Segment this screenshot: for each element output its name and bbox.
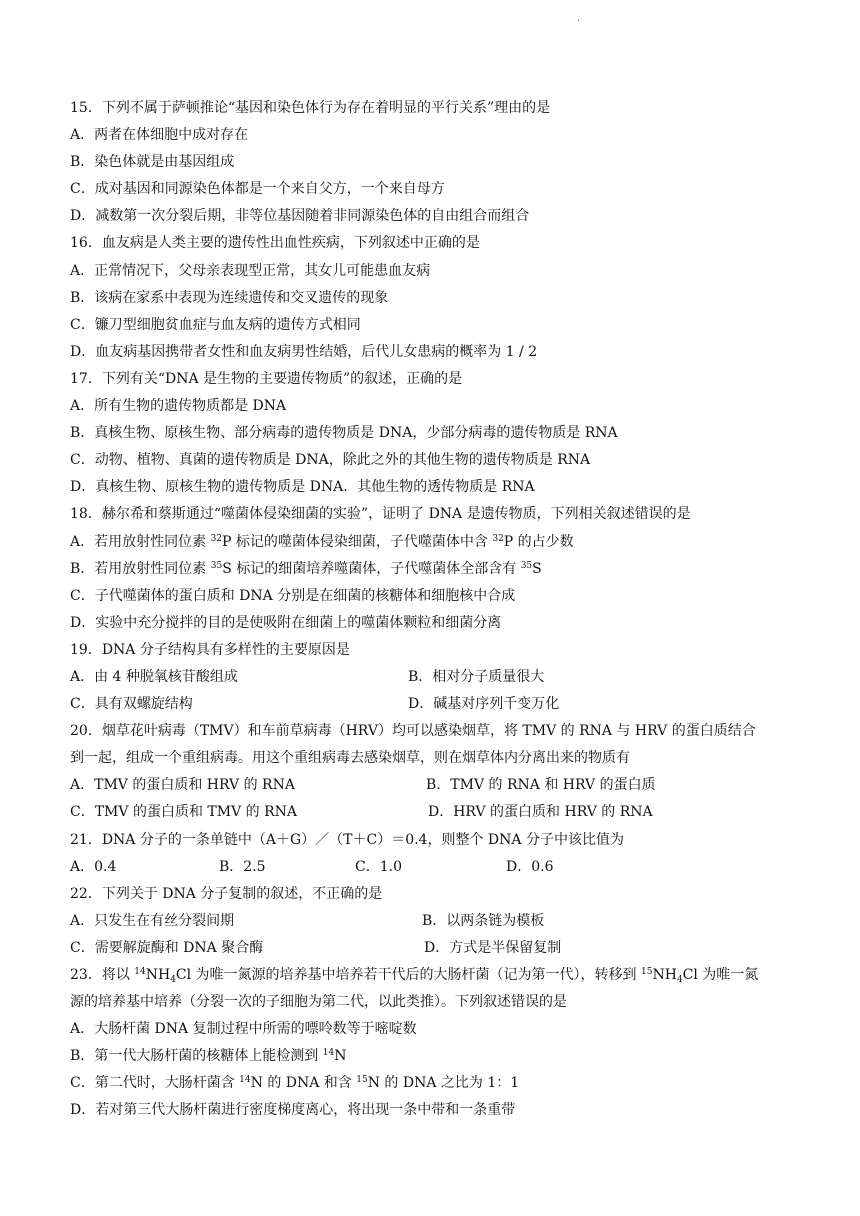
q17-stem: 17．下列有关“DNA 是生物的主要遗传物质”的叙述，正确的是: [70, 370, 463, 387]
q15-option-a: A．两者在体细胞中成对存在: [70, 127, 249, 144]
q16-option-c: C．镰刀型细胞贫血症与血友病的遗传方式相同: [70, 316, 361, 333]
q16-option-a: A．正常情况下，父母亲表现型正常，其女儿可能患血友病: [70, 262, 431, 279]
q16-option-d: D．血友病基因携带者女性和血友病男性结婚，后代儿女患病的概率为 1 / 2: [70, 343, 538, 360]
q16-stem: 16．血友病是人类主要的遗传性出血性疾病，下列叙述中正确的是: [70, 235, 480, 252]
q15-option-d: D．减数第一次分裂后期，非等位基因随着非同源染色体的自由组合而组合: [70, 208, 530, 225]
header-mark: .: [577, 14, 580, 24]
q22-option-d: D．方式是半保留复制: [424, 939, 562, 956]
q23-option-c: C．第二代时，大肠杆菌含 $^{14}$N 的 DNA 和含 $^{15}$N 的 DNA 之比为 1：1: [70, 1075, 520, 1092]
q21-option-d: D．0.6: [506, 858, 554, 875]
q20-options-row1: [70, 772, 800, 799]
q19-options-row2: [70, 691, 800, 718]
q19-option-c: C．具有双螺旋结构: [70, 696, 193, 713]
q23-option-d: D．若对第三代大肠杆菌进行密度梯度离心，将出现一条中带和一条重带: [70, 1102, 516, 1119]
q21-option-a: A．0.4: [70, 858, 117, 875]
q19-stem: 19．DNA 分子结构具有多样性的主要原因是: [70, 641, 350, 658]
q19-option-b: B．相对分子质量很大: [408, 668, 545, 685]
q20-option-c: C．TMV 的蛋白质和 TMV 的 RNA: [70, 804, 297, 821]
q20-option-b: B．TMV 的 RNA 和 HRV 的蛋白质: [426, 777, 656, 794]
q21-options: [70, 854, 800, 881]
q22-option-b: B．以两条链为模板: [422, 912, 545, 929]
q17-option-d: D．真核生物、原核生物的遗传物质是 DNA．其他生物的透传物质是 RNA: [70, 479, 535, 496]
q21-option-c: C．1.0: [355, 858, 402, 875]
q16-option-b: B．该病在家系中表现为连续遗传和交叉遗传的现象: [70, 289, 389, 306]
question-list: [70, 95, 800, 1125]
q18-option-c: C．子代噬菌体的蛋白质和 DNA 分别是在细菌的核糖体和细胞核中合成: [70, 587, 516, 604]
q15-option-c: C．成对基因和同源染色体都是一个来自父方，一个来自母方: [70, 181, 445, 198]
q20-option-d: D．HRV 的蛋白质和 HRV 的 RNA: [428, 804, 653, 821]
q18-stem: 18．赫尔希和蔡斯通过“噬菌体侵染细菌的实验”，证明了 DNA 是遗传物质，下列相关叙述错误的是: [70, 506, 691, 523]
q23-option-a: A．大肠杆菌 DNA 复制过程中所需的嘌呤数等于嘧啶数: [70, 1021, 417, 1038]
q23-stem-line2: 源的培养基中培养（分裂一次的子细胞为第二代，以此类推）。下列叙述错误的是: [70, 994, 567, 1011]
q19-option-d: D．碱基对序列千变万化: [408, 696, 560, 713]
q22-option-a: A．只发生在有丝分裂间期: [70, 912, 235, 929]
q18-option-a: A．若用放射性同位素 $^{32}$P 标记的噬菌体侵染细菌，子代噬菌体中含 $^{32}$P 的占少数: [70, 533, 574, 550]
q22-stem: 22．下列关于 DNA 分子复制的叙述，不正确的是: [70, 885, 383, 902]
q19-option-a: A．由 4 种脱氧核苷酸组成: [70, 668, 238, 685]
q18-option-d: D．实验中充分搅拌的目的是使吸附在细菌上的噬菌体颗粒和细菌分离: [70, 614, 502, 631]
q22-options-row1: [70, 908, 800, 935]
q22-options-row2: [70, 935, 800, 962]
q19-options-row1: [70, 664, 800, 691]
q17-option-a: A．所有生物的遗传物质都是 DNA: [70, 398, 287, 415]
q15-stem: 15．下列不属于萨顿推论“基因和染色体行为存在着明显的平行关系”理由的是: [70, 100, 551, 116]
q18-option-b: B．若用放射性同位素 $^{35}$S 标记的细菌培养噬菌体，子代噬菌体全部含有 $^{35}$S: [70, 560, 542, 577]
q21-option-b: B．2.5: [219, 858, 266, 875]
q20-stem-line1: 20．烟草花叶病毒（TMV）和车前草病毒（HRV）均可以感染烟草，将 TMV 的 RNA 与 HRV 的蛋白质结合: [70, 723, 756, 740]
q23-stem-line1: 23．将以 $^{14}NH_4Cl$ 为唯一氮源的培养基中培养若干代后的大肠杆菌（记为第一代），转移到 $^{15}NH_4Cl$ 为唯一氮: [70, 967, 759, 985]
q17-option-c: C．动物、植物、真菌的遗传物质是 DNA，除此之外的其他生物的遗传物质是 RNA: [70, 452, 591, 469]
q22-option-c: C．需要解旋酶和 DNA 聚合酶: [70, 939, 264, 956]
q20-option-a: A．TMV 的蛋白质和 HRV 的 RNA: [70, 777, 295, 794]
q21-stem: 21．DNA 分子的一条单链中（A＋G）／（T＋C）＝0.4，则整个 DNA 分子中该比值为: [70, 831, 624, 848]
q17-option-b: B．真核生物、原核生物、部分病毒的遗传物质是 DNA，少部分病毒的遗传物质是 RNA: [70, 425, 618, 442]
q23-option-b: B．第一代大肠杆菌的核糖体上能检测到 $^{14}$N: [70, 1048, 347, 1065]
q15-option-b: B．染色体就是由基因组成: [70, 154, 235, 171]
q20-options-row2: [70, 799, 800, 826]
q20-stem-line2: 到一起，组成一个重组病毒。用这个重组病毒去感染烟草，则在烟草体内分离出来的物质有: [70, 750, 630, 767]
